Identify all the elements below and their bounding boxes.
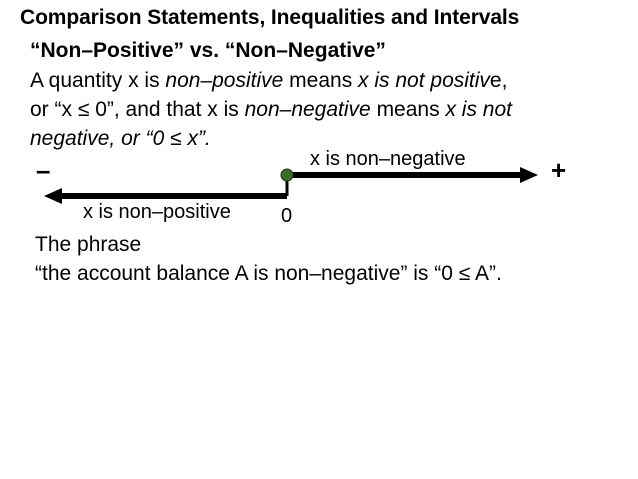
label-non-negative: x is non–negative [310, 148, 466, 170]
definition-phrase: x is not positiv [358, 69, 490, 92]
origin-dot [281, 169, 293, 181]
term-non-negative: non–negative [244, 98, 371, 121]
definition-phrase: x is not [445, 98, 512, 121]
term-non-positive: non–positive [165, 69, 284, 92]
definition-line-3: negative, or “0 ≤ x”. [30, 127, 211, 150]
minus-sign: – [36, 155, 51, 185]
definition-text: or “x ≤ 0”, and that x is [30, 98, 245, 121]
slide-title: Comparison Statements, Inequalities and Intervals [20, 6, 520, 29]
definition-text: A quantity x is [30, 69, 166, 92]
label-non-positive: x is non–positive [83, 201, 231, 223]
example-line-2: “the account balance A is non–negative” is “0 ≤ A”. [35, 262, 502, 285]
example-line-1: The phrase [35, 233, 142, 256]
plus-sign: + [551, 155, 567, 185]
origin-label: 0 [281, 205, 293, 227]
slide-subtitle: “Non–Positive” vs. “Non–Negative” [30, 39, 386, 62]
right-arrowhead-icon [520, 167, 538, 183]
definition-text: means [370, 98, 446, 121]
left-arrowhead-icon [44, 188, 62, 204]
definition-text: means [283, 69, 359, 92]
definition-text: e, [489, 69, 508, 92]
